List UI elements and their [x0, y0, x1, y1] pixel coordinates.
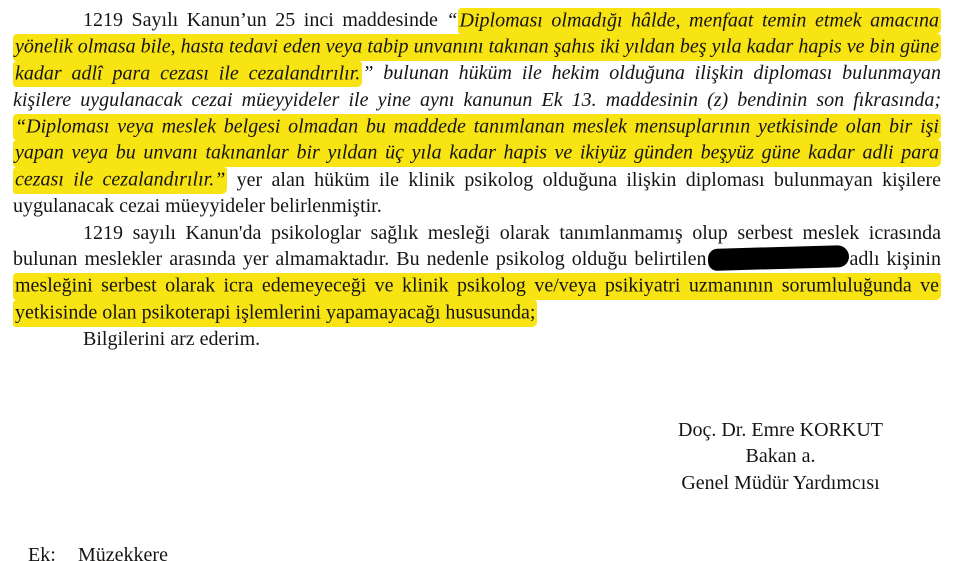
signatory-on-behalf: Bakan a. [745, 445, 816, 468]
law25-quote1-open-mark: “ [446, 9, 458, 31]
paragraph-law-25 [13, 7, 941, 220]
law25-tail-text: yer alan hüküm ile klinik psikolog olduğuna ilişkin diploması bulunmayan kişilere uygulanacak cezai müeyyideler belirlenmiştir. [13, 168, 941, 218]
psych-highlighted-text: mesleğini serbest olarak icra edemeyeceği ve klinik psikolog ve/veya psikiyatri uzmanının sorumluluğunda ve yetkisinde olan psikoterapi işlemlerini yapamayacağı hususunda; [13, 273, 941, 326]
law25-connector-text: bulunan hüküm ile hekim olduğuna ilişkin diploması bulunmayan kişilere uygulanacak cezai müeyyideler ile yine aynı kanunun Ek 13. maddesinin (z) bendinin son fıkrasında; [13, 62, 942, 111]
law25-quote1-close-mark: ” [362, 62, 374, 85]
signatory-name: Doç. Dr. Emre KORKUT [678, 418, 883, 441]
attachment-line [28, 542, 941, 561]
attachment-label: Ek: [28, 543, 56, 561]
redaction-bar [707, 245, 849, 271]
law25-quote1-highlighted-text: Diploması olmadığı hâlde, menfaat temin etmek amacına yönelik olmasa bile, hasta tedavi eden veya tabip unvanını takınan şahıs iki yıldan beş yıla kadar hapis ve bin güne kadar adlî para cezası ile cezalandırılır. [13, 8, 941, 88]
law25-quote2-highlighted-text: “Diploması veya meslek belgesi olmadan bu maddede tanımlanan meslek mensuplarının yetkisinde olan bir işi yapan veya bu unvanı takınanlar bir yıldan üç yıla kadar hapis ve ikiyüz günden beşyüz güne kadar adli para cezası ile cezalandırılır.” [13, 114, 941, 194]
law25-lead-text: 1219 Sayılı Kanun’un 25 inci maddesinde [83, 9, 447, 31]
psych-lead-text: 1219 sayılı Kanun'da psikologlar sağlık mesleği olarak tanımlanmamış olup serbest meslek icrasında bulunan meslekler arasında yer almamaktadır. Bu nedenle psikolog olduğu belirtilen [13, 221, 941, 271]
attachment-value: Müzekkere [78, 543, 168, 561]
signature-block [678, 417, 883, 497]
psych-after-redaction-text: adlı kişinin [849, 248, 941, 271]
signatory-title: Genel Müdür Yardımcısı [681, 471, 880, 494]
closing-line: Bilgilerini arz ederim. [83, 328, 261, 351]
paragraph-psychologists [13, 220, 941, 326]
